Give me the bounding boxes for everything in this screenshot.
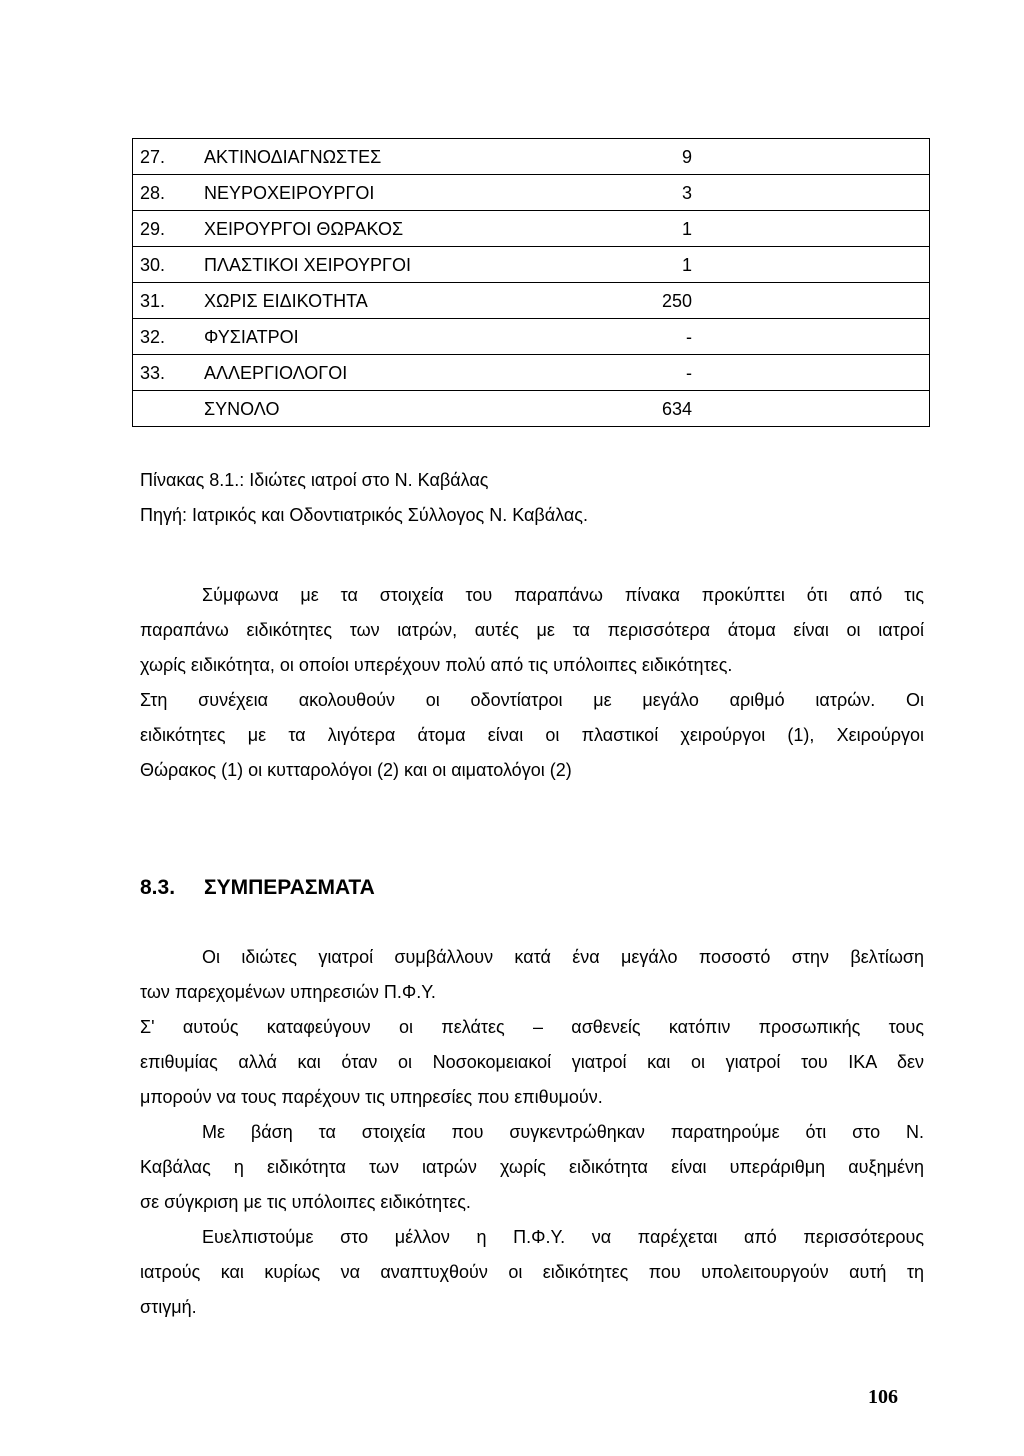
table-row [132, 282, 930, 318]
table-caption: Πίνακας 8.1.: Ιδιώτες ιατροί στο Ν. Καβάλας [140, 470, 489, 490]
paragraph-line: Ευελπιστούμε στο μέλλον η Π.Φ.Υ. να παρέχεται από περισσότερους [202, 1227, 924, 1247]
doctor-count: - [686, 363, 692, 383]
specialties-table [132, 138, 930, 427]
doctor-count: - [686, 327, 692, 347]
paragraph-line: Οι ιδιώτες γιατροί συμβάλλουν κατά ένα μεγάλο ποσοστό στην βελτίωση [202, 947, 924, 967]
specialty-name: ΧΕΙΡΟΥΡΓΟΙ ΘΩΡΑΚΟΣ [204, 219, 404, 239]
analysis-paragraph [140, 578, 924, 788]
table-row [132, 138, 930, 174]
row-number: 30. [140, 255, 166, 275]
paragraph-line: Θώρακος (1) οι κυτταρολόγοι (2) και οι αιματολόγοι (2) [140, 760, 572, 780]
table-row [132, 318, 930, 354]
paragraph-line: Σ' αυτούς καταφεύγουν οι πελάτες – ασθενείς κατόπιν προσωπικής τους [140, 1017, 924, 1037]
specialty-name: ΑΛΛΕΡΓΙΟΛΟΓΟΙ [204, 363, 348, 383]
specialty-name: ΠΛΑΣΤΙΚΟΙ ΧΕΙΡΟΥΡΓΟΙ [204, 255, 411, 275]
paragraph-line: των παρεχομένων υπηρεσιών Π.Φ.Υ. [140, 982, 436, 1002]
conclusions-text [140, 940, 924, 1325]
specialty-name: ΧΩΡΙΣ ΕΙΔΙΚΟΤΗΤΑ [204, 291, 368, 311]
paragraph-line: παραπάνω ειδικότητες των ιατρών, αυτές με τα περισσότερα άτομα είναι οι ιατροί [140, 620, 924, 640]
total-count: 634 [661, 399, 692, 419]
specialty-name: ΦΥΣΙΑΤΡΟΙ [204, 327, 299, 347]
paragraph-line: Σύμφωνα με τα στοιχεία του παραπάνω πίνακα προκύπτει ότι από τις [202, 585, 924, 605]
doctor-count: 250 [661, 291, 692, 311]
table-row [132, 246, 930, 282]
row-number: 33. [140, 363, 166, 383]
total-label: ΣΥΝΟΛΟ [204, 399, 280, 419]
paragraph-line: χωρίς ειδικότητα, οι οποίοι υπερέχουν πολύ από τις υπόλοιπες ειδικότητες. [140, 655, 733, 675]
paragraph-line: Με βάση τα στοιχεία που συγκεντρώθηκαν παρατηρούμε ότι στο Ν. [202, 1122, 924, 1142]
row-number: 31. [140, 291, 166, 311]
row-number: 27. [140, 147, 166, 167]
table-bottom-border [132, 426, 930, 427]
paragraph-line: ειδικότητες με τα λιγότερα άτομα είναι οι πλαστικοί χειρούργοι (1), Χειρούργοι [140, 725, 924, 745]
row-number: 32. [140, 327, 166, 347]
paragraph-line: στιγμή. [140, 1297, 197, 1317]
table-row [132, 210, 930, 246]
row-number: 28. [140, 183, 166, 203]
section-number: 8.3. [140, 876, 176, 899]
table-row [132, 174, 930, 210]
doctor-count: 1 [681, 219, 692, 239]
section-heading [140, 876, 375, 900]
paragraph-line: ιατρούς και κυρίως να αναπτυχθούν οι ειδικότητες που υπολειτουργούν αυτή τη [140, 1262, 924, 1282]
table-total-row [132, 390, 930, 426]
section-title: ΣΥΜΠΕΡΑΣΜΑΤΑ [204, 876, 375, 899]
paragraph-line: μπορούν να τους παρέχουν τις υπηρεσίες που επιθυμούν. [140, 1087, 603, 1107]
table-source: Πηγή: Ιατρικός και Οδοντιατρικός Σύλλογος Ν. Καβάλας. [140, 505, 588, 525]
doctor-count: 3 [681, 183, 692, 203]
paragraph-line: Στη συνέχεια ακολουθούν οι οδοντίατροι με μεγάλο αριθμό ιατρών. Οι [140, 690, 924, 710]
paragraph-line: σε σύγκριση με τις υπόλοιπες ειδικότητες. [140, 1192, 471, 1212]
doctor-count: 1 [681, 255, 692, 275]
doctor-count: 9 [681, 147, 692, 167]
paragraph-line: επιθυμίας αλλά και όταν οι Νοσοκομειακοί γιατροί και οι γιατροί του ΙΚΑ δεν [140, 1052, 924, 1072]
row-number: 29. [140, 219, 166, 239]
page-number: 106 [868, 1386, 898, 1408]
specialty-name: ΝΕΥΡΟΧΕΙΡΟΥΡΓΟΙ [204, 183, 375, 203]
table-row [132, 354, 930, 390]
specialty-name: ΑΚΤΙΝΟΔΙΑΓΝΩΣΤΕΣ [204, 147, 382, 167]
paragraph-line: Καβάλας η ειδικότητα των ιατρών χωρίς ειδικότητα είναι υπεράριθμη αυξημένη [140, 1157, 924, 1177]
